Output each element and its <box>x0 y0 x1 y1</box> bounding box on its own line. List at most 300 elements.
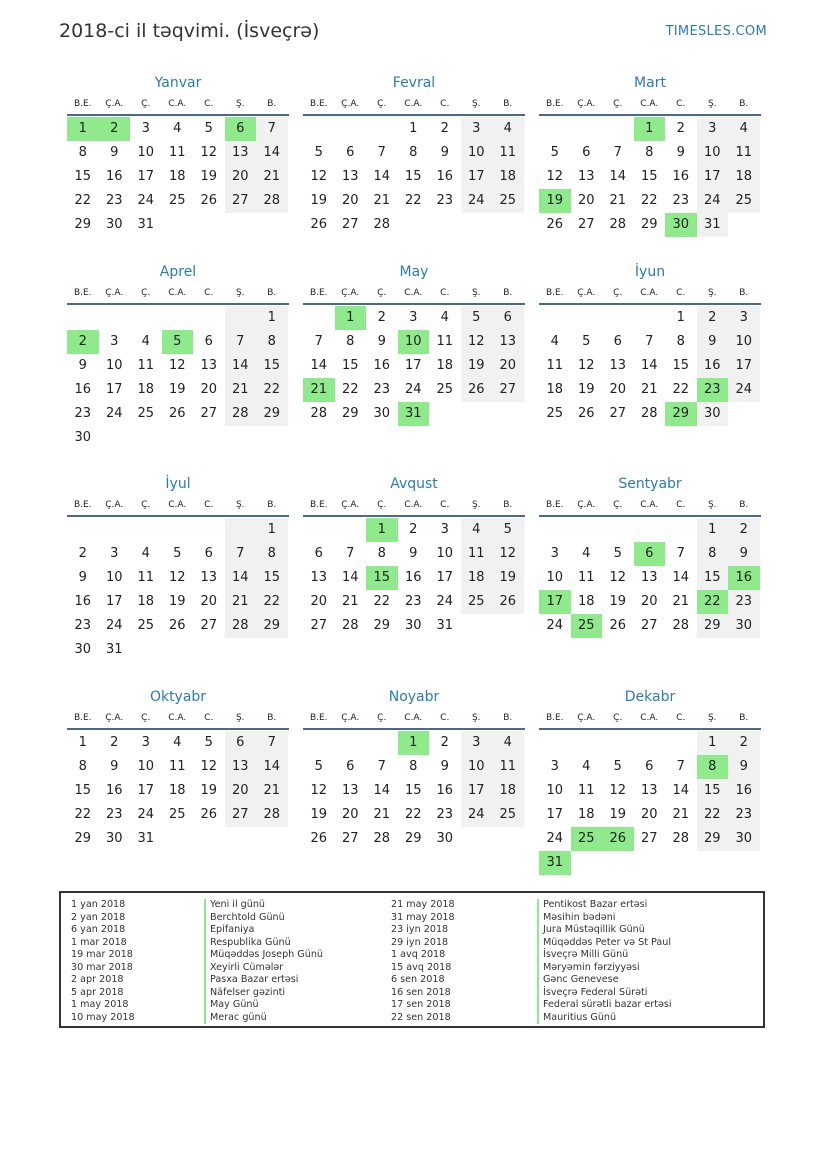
day-cell: 27 <box>225 189 257 213</box>
day-cell: 9 <box>110 759 119 774</box>
weekday-label: B.E. <box>73 713 92 723</box>
day-cell: 5 <box>461 306 493 330</box>
holiday-name: Pentikost Bazar ertəsi <box>537 899 672 912</box>
empty-day-cell <box>335 518 367 542</box>
day-cell: 26 <box>200 807 218 822</box>
holiday-name: İsveçrə Milli Günü <box>537 949 672 962</box>
day-cell: 17 <box>728 354 760 378</box>
weekday-label: B.E. <box>545 500 564 510</box>
weekday-label: C. <box>676 500 686 510</box>
day-cell: 13 <box>609 358 627 373</box>
day-cell: 10 <box>137 145 155 160</box>
day-cell: 31 <box>105 642 123 657</box>
day-cell: 31 <box>697 213 729 237</box>
weekday-header <box>67 497 289 517</box>
day-cell: 21 <box>609 193 627 208</box>
day-cell: 24 <box>404 382 422 397</box>
day-cell: 17 <box>404 358 422 373</box>
day-cell: 22 <box>640 193 658 208</box>
day-cell: 5 <box>582 334 591 349</box>
site-brand-link[interactable]: TIMESLES.COM <box>665 24 767 39</box>
days-grid <box>539 731 761 875</box>
holiday-day-cell: 26 <box>602 827 634 851</box>
day-cell: 1 <box>697 731 729 755</box>
empty-day-cell <box>303 117 335 141</box>
day-cell: 16 <box>105 783 123 798</box>
weekday-header <box>303 285 525 305</box>
day-cell: 3 <box>110 546 119 561</box>
day-cell: 17 <box>436 570 454 585</box>
day-cell: 22 <box>74 807 92 822</box>
weekday-label: B.E. <box>73 500 92 510</box>
day-cell: 27 <box>341 217 359 232</box>
holiday-day-cell: 22 <box>697 590 729 614</box>
empty-day-cell <box>162 306 194 330</box>
empty-day-cell <box>225 518 257 542</box>
day-cell: 10 <box>728 330 760 354</box>
month-name: Dekabr <box>624 689 676 705</box>
day-cell: 8 <box>676 334 685 349</box>
day-cell: 11 <box>577 783 595 798</box>
day-cell: 18 <box>577 807 595 822</box>
weekday-header <box>539 285 761 305</box>
day-cell: 12 <box>310 783 328 798</box>
weekday-label: Ç.A. <box>105 99 124 109</box>
day-cell: 9 <box>728 542 760 566</box>
legend-column <box>537 899 672 1024</box>
day-cell: 7 <box>346 546 355 561</box>
day-cell: 30 <box>436 831 454 846</box>
weekday-label: B.E. <box>309 500 328 510</box>
day-cell: 25 <box>461 590 493 614</box>
empty-day-cell <box>67 306 99 330</box>
day-cell: 1 <box>409 121 418 136</box>
day-cell: 6 <box>582 145 591 160</box>
day-cell: 26 <box>546 217 564 232</box>
day-cell: 23 <box>404 594 422 609</box>
weekday-label: C. <box>676 288 686 298</box>
empty-day-cell <box>665 731 697 755</box>
weekday-label: Ç. <box>377 500 387 510</box>
day-cell: 9 <box>78 570 87 585</box>
day-cell: 26 <box>492 590 524 614</box>
day-cell: 4 <box>141 546 150 561</box>
day-cell: 2 <box>78 546 87 561</box>
day-cell: 8 <box>78 145 87 160</box>
empty-day-cell <box>665 518 697 542</box>
holiday-name: Yeni il günü <box>204 899 323 912</box>
empty-day-cell <box>571 306 603 330</box>
day-cell: 18 <box>492 165 524 189</box>
day-cell: 27 <box>577 217 595 232</box>
holiday-day-cell: 21 <box>303 378 335 402</box>
day-cell: 6 <box>204 546 213 561</box>
day-cell: 18 <box>436 358 454 373</box>
day-cell: 6 <box>492 306 524 330</box>
day-cell: 7 <box>613 145 622 160</box>
weekday-header <box>67 285 289 305</box>
day-cell: 6 <box>613 334 622 349</box>
day-cell: 15 <box>404 783 422 798</box>
weekday-label: Ç.A. <box>105 500 124 510</box>
day-cell: 15 <box>404 169 422 184</box>
weekday-label: C.A. <box>640 288 659 298</box>
weekday-label: B.E. <box>545 288 564 298</box>
day-cell: 19 <box>492 566 524 590</box>
day-cell: 10 <box>105 358 123 373</box>
day-cell: 27 <box>200 406 218 421</box>
holiday-date: 1 may 2018 <box>71 999 129 1010</box>
weekday-label: B. <box>739 713 749 723</box>
empty-day-cell <box>602 518 634 542</box>
day-cell: 19 <box>168 382 186 397</box>
day-cell: 18 <box>137 594 155 609</box>
day-cell: 5 <box>204 735 213 750</box>
month-block <box>67 688 289 851</box>
day-cell: 12 <box>200 145 218 160</box>
holiday-day-cell: 1 <box>366 518 398 542</box>
day-cell: 2 <box>440 735 449 750</box>
day-cell: 15 <box>256 354 288 378</box>
day-cell: 27 <box>341 831 359 846</box>
day-cell: 28 <box>341 618 359 633</box>
day-cell: 9 <box>110 145 119 160</box>
day-cell: 22 <box>672 382 690 397</box>
holiday-date: 6 sen 2018 <box>391 974 445 985</box>
day-cell: 30 <box>373 406 391 421</box>
weekday-label: B.E. <box>309 713 328 723</box>
day-cell: 13 <box>577 169 595 184</box>
day-cell: 26 <box>577 406 595 421</box>
day-cell: 11 <box>492 141 524 165</box>
empty-day-cell <box>99 518 131 542</box>
day-cell: 22 <box>404 193 422 208</box>
day-cell: 7 <box>377 145 386 160</box>
day-cell: 11 <box>168 759 186 774</box>
day-cell: 19 <box>609 807 627 822</box>
holiday-day-cell: 16 <box>728 566 760 590</box>
weekday-label: B. <box>267 99 277 109</box>
day-cell: 5 <box>550 145 559 160</box>
day-cell: 24 <box>461 803 493 827</box>
day-cell: 25 <box>168 193 186 208</box>
day-cell: 3 <box>550 546 559 561</box>
weekday-label: B. <box>739 288 749 298</box>
holiday-day-cell: 1 <box>335 306 367 330</box>
empty-day-cell <box>539 117 571 141</box>
day-cell: 24 <box>105 406 123 421</box>
empty-day-cell <box>99 306 131 330</box>
holiday-date: 23 iyn 2018 <box>391 924 449 935</box>
holiday-name: Epifaniya <box>204 924 323 937</box>
day-cell: 7 <box>225 330 257 354</box>
day-cell: 21 <box>256 779 288 803</box>
holiday-date: 22 sen 2018 <box>391 1011 451 1023</box>
day-cell: 18 <box>728 165 760 189</box>
day-cell: 9 <box>78 358 87 373</box>
day-cell: 1 <box>256 306 288 330</box>
day-cell: 23 <box>728 803 760 827</box>
weekday-label: B. <box>739 99 749 109</box>
day-cell: 20 <box>640 594 658 609</box>
day-cell: 11 <box>436 334 454 349</box>
day-cell: 13 <box>640 783 658 798</box>
day-cell: 24 <box>105 618 123 633</box>
holiday-day-cell: 25 <box>571 614 603 638</box>
day-cell: 25 <box>436 382 454 397</box>
day-cell: 23 <box>105 193 123 208</box>
day-cell: 21 <box>373 193 391 208</box>
weekday-label: B. <box>503 288 513 298</box>
day-cell: 9 <box>440 145 449 160</box>
holiday-date: 29 iyn 2018 <box>391 936 449 948</box>
weekday-label: Ç.A. <box>105 288 124 298</box>
weekday-header <box>303 96 525 116</box>
day-cell: 22 <box>404 807 422 822</box>
day-cell: 5 <box>613 546 622 561</box>
empty-day-cell <box>130 518 162 542</box>
holiday-date: 5 apr 2018 <box>71 986 124 998</box>
holiday-date: 15 avq 2018 <box>391 961 452 973</box>
day-cell: 2 <box>728 518 760 542</box>
day-cell: 20 <box>640 807 658 822</box>
empty-day-cell <box>303 518 335 542</box>
day-cell: 29 <box>74 217 92 232</box>
weekday-label: Ç.A. <box>341 99 360 109</box>
holiday-legend <box>59 891 765 1028</box>
weekday-label: Ç.A. <box>577 713 596 723</box>
day-cell: 5 <box>314 759 323 774</box>
holiday-name: Müqəddəs Peter və St Paul <box>537 937 672 950</box>
empty-day-cell <box>602 117 634 141</box>
weekday-label: C.A. <box>404 99 423 109</box>
day-cell: 27 <box>200 618 218 633</box>
empty-day-cell <box>539 518 571 542</box>
day-cell: 8 <box>697 542 729 566</box>
day-cell: 20 <box>341 193 359 208</box>
holiday-name: Pasxa Bazar ertəsi <box>204 974 323 987</box>
day-cell: 22 <box>373 594 391 609</box>
empty-day-cell <box>366 731 398 755</box>
day-cell: 17 <box>461 779 493 803</box>
day-cell: 13 <box>341 783 359 798</box>
holiday-date: 19 mar 2018 <box>71 949 133 960</box>
day-cell: 12 <box>577 358 595 373</box>
day-cell: 2 <box>697 306 729 330</box>
day-cell: 12 <box>492 542 524 566</box>
weekday-label: C. <box>440 99 450 109</box>
day-cell: 15 <box>697 566 729 590</box>
day-cell: 15 <box>74 783 92 798</box>
holiday-day-cell: 6 <box>225 117 257 141</box>
weekday-label: C.A. <box>168 500 187 510</box>
day-cell: 14 <box>256 141 288 165</box>
weekday-label: Ç.A. <box>577 288 596 298</box>
day-cell: 3 <box>697 117 729 141</box>
weekday-label: Ç.A. <box>341 713 360 723</box>
day-cell: 30 <box>728 614 760 638</box>
day-cell: 18 <box>492 779 524 803</box>
day-cell: 9 <box>676 145 685 160</box>
day-cell: 21 <box>373 807 391 822</box>
holiday-day-cell: 25 <box>571 827 603 851</box>
day-cell: 28 <box>256 803 288 827</box>
month-block <box>539 688 761 875</box>
month-block <box>67 263 289 450</box>
day-cell: 21 <box>672 807 690 822</box>
day-cell: 28 <box>672 618 690 633</box>
holiday-day-cell: 6 <box>634 542 666 566</box>
holiday-name: Federal sürətli bazar ertəsi <box>537 999 672 1012</box>
weekday-label: C. <box>204 500 214 510</box>
weekday-label: Ş. <box>235 713 245 723</box>
day-cell: 11 <box>168 145 186 160</box>
day-cell: 7 <box>676 759 685 774</box>
day-cell: 20 <box>577 193 595 208</box>
weekday-header <box>539 710 761 730</box>
day-cell: 22 <box>697 803 729 827</box>
weekday-label: B. <box>503 713 513 723</box>
day-cell: 13 <box>341 169 359 184</box>
day-cell: 27 <box>640 831 658 846</box>
days-grid <box>303 731 525 851</box>
day-cell: 10 <box>546 570 564 585</box>
day-cell: 17 <box>461 165 493 189</box>
day-cell: 20 <box>310 594 328 609</box>
day-cell: 4 <box>440 310 449 325</box>
weekday-label: B.E. <box>73 288 92 298</box>
day-cell: 6 <box>204 334 213 349</box>
day-cell: 25 <box>137 406 155 421</box>
weekday-label: B. <box>503 500 513 510</box>
day-cell: 24 <box>546 831 564 846</box>
holiday-day-cell: 31 <box>398 402 430 426</box>
day-cell: 31 <box>137 217 155 232</box>
day-cell: 27 <box>640 618 658 633</box>
day-cell: 28 <box>373 217 391 232</box>
weekday-label: B.E. <box>73 99 92 109</box>
day-cell: 26 <box>168 618 186 633</box>
day-cell: 24 <box>137 193 155 208</box>
day-cell: 16 <box>436 169 454 184</box>
weekday-label: Ç. <box>141 288 151 298</box>
day-cell: 16 <box>672 169 690 184</box>
day-cell: 25 <box>492 189 524 213</box>
month-block <box>67 74 289 237</box>
day-cell: 27 <box>609 406 627 421</box>
month-name: May <box>399 264 429 280</box>
day-cell: 8 <box>377 546 386 561</box>
day-cell: 19 <box>200 169 218 184</box>
day-cell: 26 <box>200 193 218 208</box>
day-cell: 11 <box>546 358 564 373</box>
day-cell: 11 <box>137 358 155 373</box>
day-cell: 14 <box>373 169 391 184</box>
day-cell: 21 <box>225 378 257 402</box>
weekday-header <box>67 710 289 730</box>
day-cell: 4 <box>173 735 182 750</box>
day-cell: 21 <box>672 594 690 609</box>
day-cell: 16 <box>74 594 92 609</box>
day-cell: 23 <box>436 807 454 822</box>
day-cell: 19 <box>461 354 493 378</box>
holiday-name: Merac günü <box>204 1012 323 1025</box>
weekday-label: Ç.A. <box>577 99 596 109</box>
empty-day-cell <box>162 518 194 542</box>
day-cell: 9 <box>697 330 729 354</box>
day-cell: 10 <box>137 759 155 774</box>
day-cell: 13 <box>200 358 218 373</box>
holiday-date: 1 yan 2018 <box>71 899 126 910</box>
day-cell: 3 <box>110 334 119 349</box>
day-cell: 29 <box>74 831 92 846</box>
day-cell: 4 <box>582 546 591 561</box>
day-cell: 24 <box>697 189 729 213</box>
month-name: Noyabr <box>388 689 440 705</box>
day-cell: 18 <box>168 783 186 798</box>
day-cell: 3 <box>409 310 418 325</box>
holiday-day-cell: 15 <box>366 566 398 590</box>
month-name: Mart <box>634 75 666 91</box>
holiday-name: Məryəmin fərziyyəsi <box>537 962 672 975</box>
day-cell: 29 <box>256 402 288 426</box>
day-cell: 15 <box>640 169 658 184</box>
day-cell: 28 <box>256 189 288 213</box>
holiday-date: 21 may 2018 <box>391 899 455 910</box>
day-cell: 12 <box>310 169 328 184</box>
day-cell: 18 <box>137 382 155 397</box>
day-cell: 30 <box>105 831 123 846</box>
page-title: 2018-ci il təqvimi. (İsveçrə) <box>59 20 320 42</box>
day-cell: 31 <box>436 618 454 633</box>
weekday-label: Ç. <box>613 500 623 510</box>
day-cell: 20 <box>200 594 218 609</box>
holiday-name: Müqəddəs Joseph Günü <box>204 949 323 962</box>
empty-day-cell <box>634 306 666 330</box>
day-cell: 21 <box>256 165 288 189</box>
day-cell: 23 <box>436 193 454 208</box>
weekday-label: C. <box>440 288 450 298</box>
weekday-label: C.A. <box>640 713 659 723</box>
day-cell: 21 <box>640 382 658 397</box>
weekday-label: C.A. <box>404 713 423 723</box>
day-cell: 12 <box>461 330 493 354</box>
day-cell: 16 <box>105 169 123 184</box>
holiday-name: İsveçrə Federal Sürəti <box>537 987 672 1000</box>
day-cell: 15 <box>697 779 729 803</box>
month-block <box>67 475 289 662</box>
weekday-label: Ş. <box>707 99 717 109</box>
empty-day-cell <box>130 306 162 330</box>
weekday-header <box>303 710 525 730</box>
day-cell: 6 <box>346 759 355 774</box>
day-cell: 1 <box>697 518 729 542</box>
holiday-day-cell: 23 <box>697 378 729 402</box>
empty-day-cell <box>303 306 335 330</box>
days-grid <box>539 117 761 237</box>
empty-day-cell <box>571 117 603 141</box>
month-name: Oktyabr <box>149 689 207 705</box>
day-cell: 19 <box>168 594 186 609</box>
day-cell: 22 <box>256 590 288 614</box>
day-cell: 10 <box>461 141 493 165</box>
day-cell: 11 <box>492 755 524 779</box>
day-cell: 30 <box>697 402 729 426</box>
holiday-day-cell: 8 <box>697 755 729 779</box>
day-cell: 22 <box>74 193 92 208</box>
weekday-label: C. <box>204 288 214 298</box>
weekday-label: C. <box>676 99 686 109</box>
